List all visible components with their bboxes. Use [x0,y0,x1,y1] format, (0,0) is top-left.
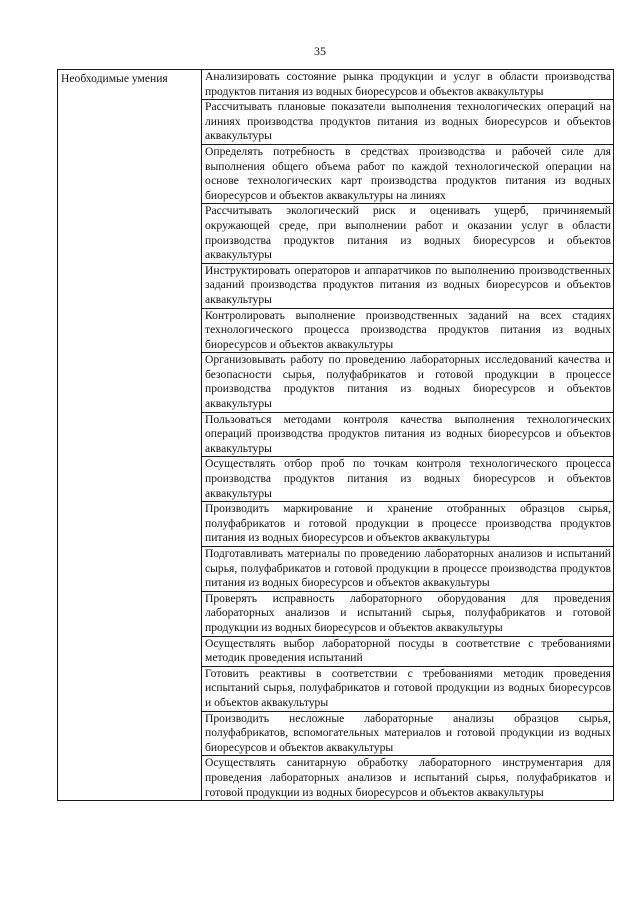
skill-item: Пользоваться методами контроля качества выполнения технологических операций производства продуктов питания из водных биоресурсов и объектов аквакультуры [202,412,614,457]
skill-item: Инструктировать операторов и аппаратчиков по выполнению производственных заданий производства продуктов питания из водных биоресурсов и объектов аквакультуры [202,263,614,308]
table-row [58,70,614,100]
skill-item: Проверять исправность лабораторного оборудования для проведения лабораторных анализов и испытаний сырья, полуфабрикатов и готовой продукции из водных биоресурсов и объектов аквакультуры [202,591,614,636]
skill-item: Производить маркирование и хранение отобранных образцов сырья, полуфабрикатов и готовой продукции в процессе производства продуктов питания из водных биоресурсов и объектов аквакультуры [202,502,614,547]
page-number: 35 [314,44,326,58]
skill-item: Организовывать работу по проведению лабораторных исследований качества и безопасности сырья, полуфабрикатов и готовой продукции в процессе производства продуктов питания из водных биоресурсов и объектов аквакультуры [202,353,614,412]
skill-item: Готовить реактивы в соответствии с требованиями методик проведения испытаний сырья, полуфабрикатов и готовой продукции из водных биоресурсов и объектов аквакультуры [202,666,614,711]
section-label: Необходимые умения [58,70,202,801]
skill-item: Рассчитывать плановые показатели выполнения технологических операций на линиях производства продуктов питания из водных биоресурсов и объектов аквакультуры [202,100,614,145]
skill-item: Контролировать выполнение производственных заданий на всех стадиях технологического процесса производства продуктов питания из водных биоресурсов и объектов аквакультуры [202,308,614,353]
skill-item: Подготавливать материалы по проведению лабораторных анализов и испытаний сырья, полуфабрикатов и готовой продукции в процессе производства продуктов питания из водных биоресурсов и объектов аквакультуры [202,547,614,592]
skill-item: Анализировать состояние рынка продукции и услуг в области производства продуктов питания из водных биоресурсов и объектов аквакультуры [202,70,614,100]
skill-item: Производить несложные лабораторные анализы образцов сырья, полуфабрикатов, вспомогательных материалов и готовой продукции из водных биоресурсов и объектов аквакультуры [202,711,614,756]
skill-item: Осуществлять санитарную обработку лабораторного инструментария для проведения лабораторных анализов и испытаний сырья, полуфабрикатов и готовой продукции из водных биоресурсов и объектов аквакультуры [202,756,614,801]
skill-item: Рассчитывать экологический риск и оценивать ущерб, причиняемый окружающей среде, при выполнении работ и оказании услуг в области производства продуктов питания из водных биоресурсов и объектов аквакультуры [202,204,614,263]
skill-item: Осуществлять отбор проб по точкам контроля технологического процесса производства продуктов питания из водных биоресурсов и объектов аквакультуры [202,457,614,502]
skill-item: Осуществлять выбор лабораторной посуды в соответствие с требованиями методик проведения испытаний [202,636,614,666]
skills-table [57,69,614,801]
skill-item: Определять потребность в средствах производства и рабочей силе для выполнения общего объема работ по каждой технологической операции на основе технологических карт производства продуктов питания из водных биоресурсов и объектов аквакультуры на линиях [202,144,614,203]
